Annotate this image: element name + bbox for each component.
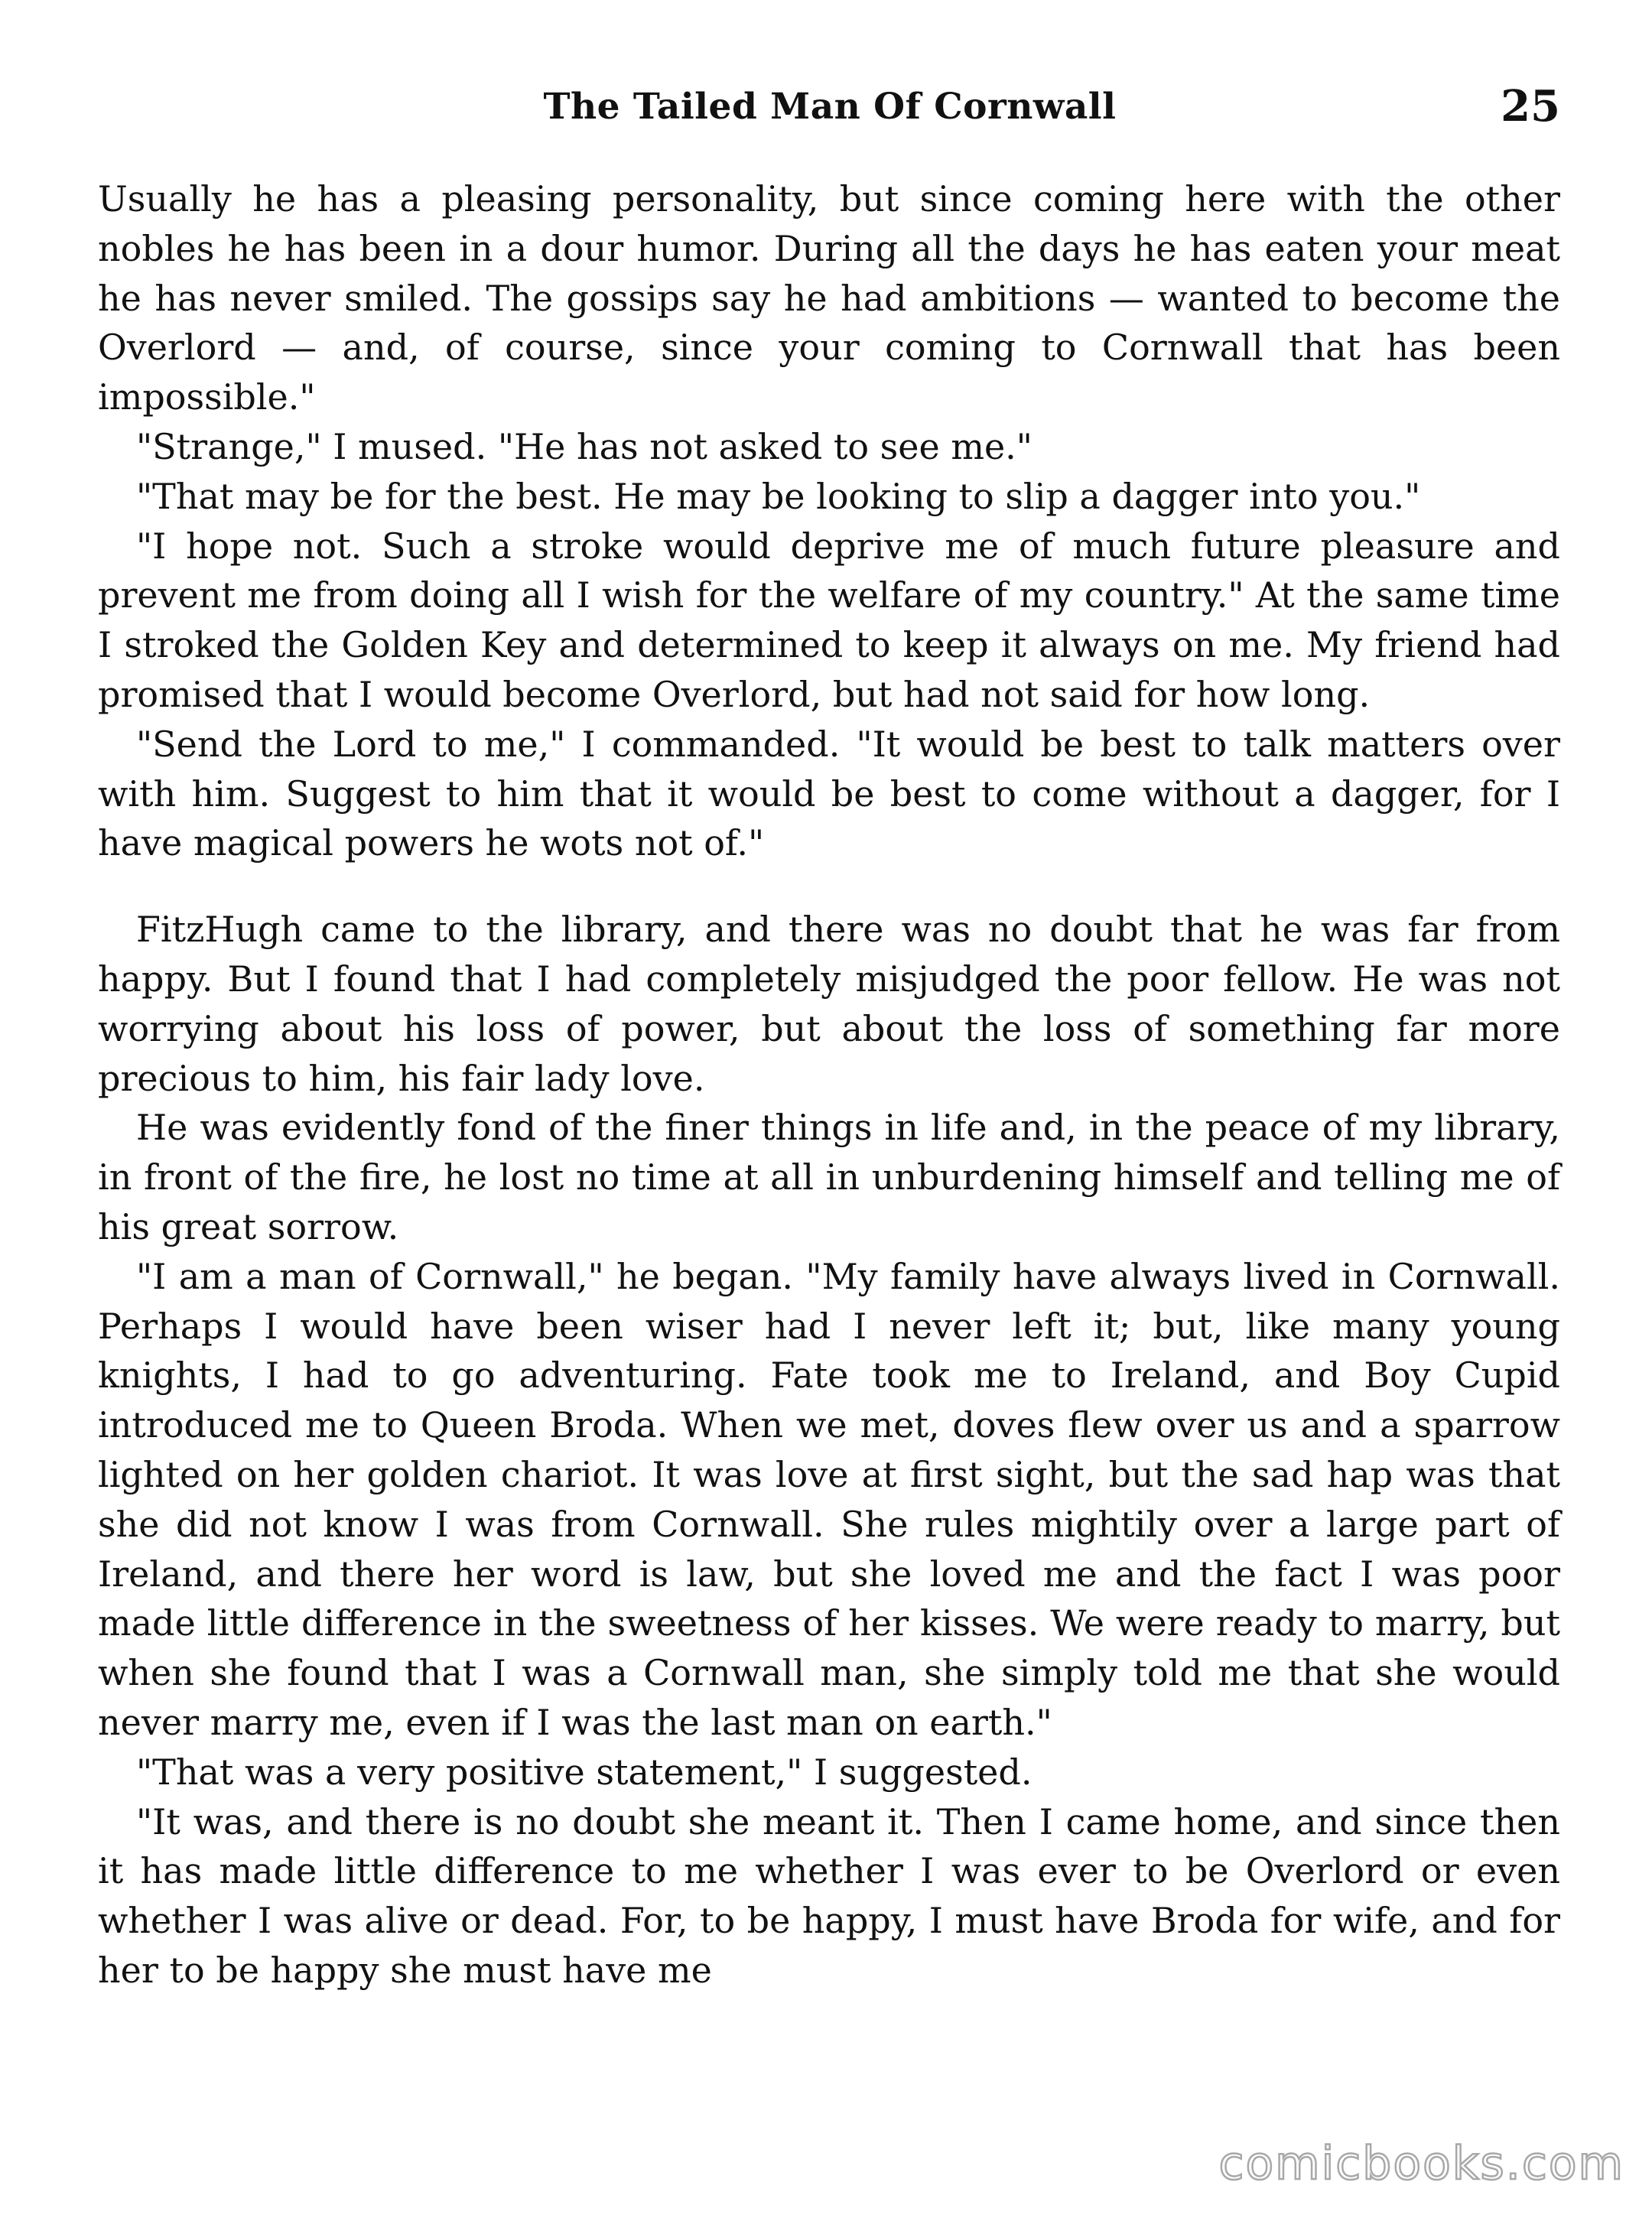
paragraph: He was evidently fond of the finer things in life and, in the peace of my library, in front of the fire, he lost no time at all in unburdening himself and telling me of his great sorrow. bbox=[98, 1107, 1560, 1247]
paragraph: FitzHugh came to the library, and there was no doubt that he was far from happy. But I found that I had completely misjudged the poor fellow. He was not worrying about his loss of power, but about the loss of something far more precious to him, his fair lady love. bbox=[98, 909, 1560, 1099]
body-text bbox=[98, 174, 1560, 1995]
paragraph: "Send the Lord to me," I commanded. "It would be best to talk matters over with him. Suggest to him that it would be best to come without a dagger, for I have magical powers he wots not of." bbox=[98, 723, 1560, 864]
paragraph: "Strange," I mused. "He has not asked to see me." bbox=[136, 425, 1032, 467]
paragraph: "That may be for the best. He may be looking to slip a dagger into you." bbox=[136, 475, 1421, 517]
watermark-logo: comicbooks.com bbox=[1218, 2137, 1624, 2190]
paragraph: "It was, and there is no doubt she meant it. Then I came home, and since then it has made little difference to me whether I was ever to be Overlord or even whether I was alive or dead. For, to be happy, I must have Broda for wife, and for her to be happy she must have me bbox=[98, 1800, 1560, 1991]
paragraph: "That was a very positive statement," I suggested. bbox=[136, 1751, 1032, 1793]
running-title: The Tailed Man Of Cornwall bbox=[543, 86, 1117, 128]
paragraph: "I am a man of Cornwall," he began. "My family have always lived in Cornwall. Perhaps I would have been wiser had I never left it; but, like many young knights, I had to go adventuring. Fate took me to Ireland, and Boy Cupid introduced me to Queen Broda. When we met, doves flew over us and a sparrow lighted on her golden chariot. It was love at first sight, but the sad hap was that she did not know I was from Cornwall. She rules mightily over a large part of Ireland, and there her word is law, but she loved me and the fact I was poor made little difference in the sweetness of her kisses. We were ready to marry, but when she found that I was a Cornwall man, she simply told me that she would never marry me, even if I was the last man on earth." bbox=[98, 1255, 1560, 1743]
page-number: 25 bbox=[1501, 81, 1560, 132]
running-header bbox=[99, 81, 1560, 139]
paragraph: "I hope not. Such a stroke would deprive me of much future pleasure and prevent me from doing all I wish for the welfare of my country." At the same time I stroked the Golden Key and determined to keep it always on me. My friend had promised that I would become Overlord, but had not said for how long. bbox=[98, 525, 1560, 715]
paragraph: Usually he has a pleasing personality, but since coming here with the other nobles he has been in a dour humor. During all the days he has eaten your meat he has never smiled. The gossips say he had ambitions — wanted to become the Overlord — and, of course, since your coming to Cornwall that has been impossible." bbox=[98, 178, 1560, 418]
